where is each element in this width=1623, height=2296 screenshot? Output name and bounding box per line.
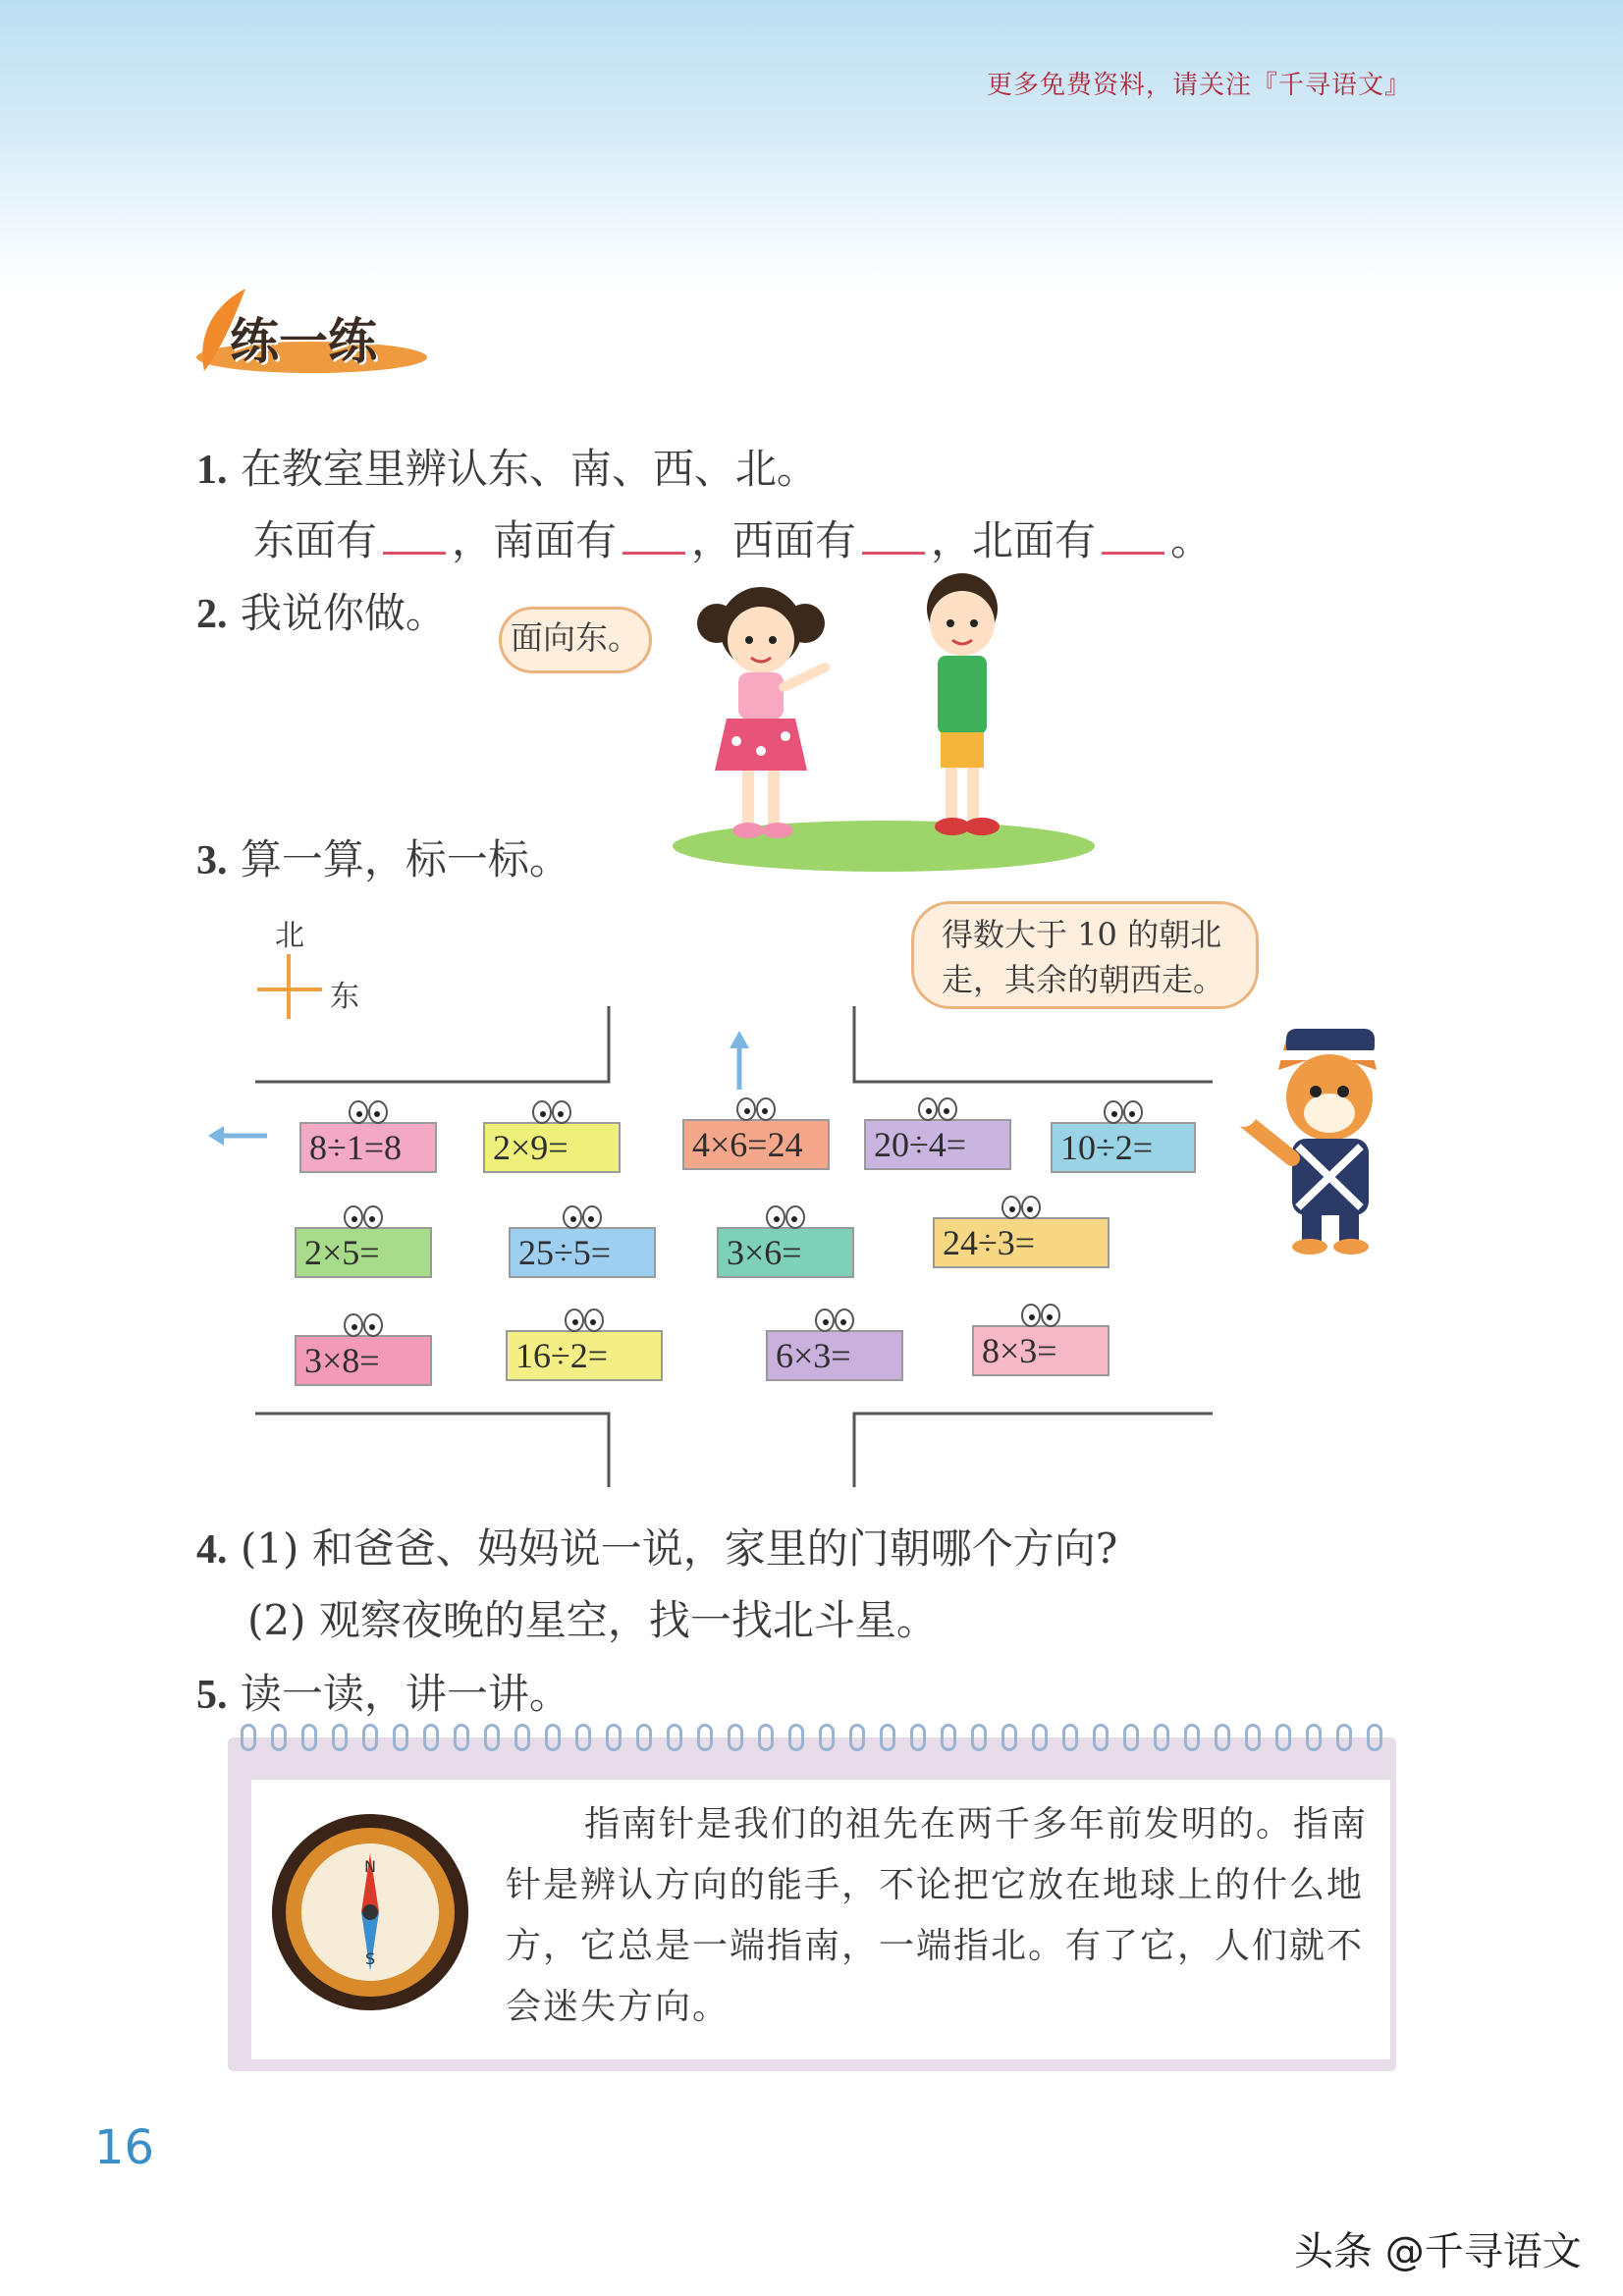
line-end: 。 bbox=[1170, 516, 1213, 564]
answer-blank-north[interactable] bbox=[1102, 520, 1164, 555]
card-eyes-icon bbox=[563, 1308, 606, 1332]
card-eyes-icon bbox=[1000, 1196, 1043, 1219]
spiral-ring-icon bbox=[1093, 1724, 1109, 1751]
spiral-ring-icon bbox=[271, 1724, 287, 1751]
west-label: ，西面有 bbox=[691, 516, 857, 564]
question-text: 我说你做。 bbox=[240, 589, 447, 637]
spiral-ring-icon bbox=[1062, 1724, 1078, 1751]
question-number: 3. bbox=[196, 838, 228, 883]
children-illustration bbox=[648, 569, 1100, 874]
expression-card: 8×3= bbox=[972, 1325, 1109, 1376]
spiral-ring-icon bbox=[1032, 1724, 1048, 1751]
compass-north-label: 北 bbox=[275, 919, 304, 953]
compass-n-label: N bbox=[364, 1857, 376, 1876]
compass-east-label: 东 bbox=[330, 980, 359, 1014]
expression-card: 3×6= bbox=[717, 1227, 854, 1278]
spiral-ring-icon bbox=[1184, 1724, 1200, 1751]
answer-blank-south[interactable] bbox=[622, 520, 685, 555]
west-arrow-icon bbox=[208, 1126, 224, 1146]
spiral-ring-icon bbox=[332, 1724, 348, 1751]
compass-icon bbox=[267, 1809, 473, 2015]
expression-card: 24÷3= bbox=[933, 1217, 1109, 1268]
question-4-part-1 bbox=[196, 1517, 1117, 1575]
question-4-part-2 bbox=[247, 1588, 938, 1647]
card-eyes-icon bbox=[734, 1097, 778, 1121]
boy-figure bbox=[927, 573, 1000, 835]
compass-s-label: S bbox=[365, 1949, 376, 1968]
spiral-ring-icon bbox=[758, 1724, 774, 1751]
question-3 bbox=[196, 828, 570, 886]
section-title-text: 练一练 bbox=[230, 313, 377, 370]
expression-card: 6×3= bbox=[766, 1330, 903, 1381]
expression-card: 2×5= bbox=[295, 1227, 432, 1278]
watermark: 头条 @千寻语文 bbox=[1294, 2229, 1582, 2274]
spiral-ring-icon bbox=[697, 1724, 713, 1751]
speech-bubble-cat bbox=[911, 901, 1259, 1009]
question-text: 算一算，标一标。 bbox=[240, 835, 570, 883]
card-eyes-icon bbox=[561, 1205, 604, 1229]
section-title bbox=[196, 285, 432, 393]
card-eyes-icon bbox=[1019, 1304, 1062, 1327]
reading-passage bbox=[506, 1794, 1370, 2038]
spiral-ring-icon bbox=[1306, 1724, 1322, 1751]
expression-card: 10÷2= bbox=[1051, 1122, 1196, 1173]
expression-card: 2×9= bbox=[483, 1122, 621, 1173]
reading-text: 指南针是我们的祖先在两千多年前发明的。指南针是辨认方向的能手，不论把它放在地球上的什么地方，它总是一端指南，一端指北。有了它，人们就不会迷失方向。 bbox=[506, 1804, 1369, 2027]
spiral-ring-icon bbox=[241, 1724, 256, 1751]
spiral-ring-icon bbox=[1215, 1724, 1230, 1751]
question-number: 2. bbox=[196, 592, 228, 637]
spiral-ring-icon bbox=[667, 1724, 682, 1751]
south-label: ，南面有 bbox=[452, 516, 618, 564]
card-eyes-icon bbox=[530, 1100, 573, 1124]
card-eyes-icon bbox=[1102, 1100, 1145, 1124]
spiral-ring-icon bbox=[575, 1724, 591, 1751]
girl-figure bbox=[697, 587, 825, 838]
spiral-ring-icon bbox=[545, 1724, 561, 1751]
answer-blank-east[interactable] bbox=[383, 520, 446, 555]
question-text: (1) 和爸爸、妈妈说一说，家里的门朝哪个方向? bbox=[240, 1524, 1118, 1573]
spiral-ring-icon bbox=[941, 1724, 956, 1751]
spiral-ring-icon bbox=[788, 1724, 804, 1751]
spiral-ring-icon bbox=[728, 1724, 743, 1751]
question-text: 读一读，讲一讲。 bbox=[240, 1670, 570, 1718]
bubble-line-2: 走，其余的朝西走。 bbox=[942, 961, 1225, 998]
speech-bubble-girl bbox=[499, 607, 652, 673]
spiral-ring-icon bbox=[1367, 1724, 1382, 1751]
card-eyes-icon bbox=[764, 1205, 807, 1229]
spiral-ring-icon bbox=[484, 1724, 500, 1751]
spiral-ring-icon bbox=[1275, 1724, 1291, 1751]
spiral-ring-icon bbox=[880, 1724, 895, 1751]
card-eyes-icon bbox=[347, 1100, 390, 1124]
spiral-ring-icon bbox=[606, 1724, 622, 1751]
question-number: 1. bbox=[196, 448, 228, 493]
spiral-ring-icon bbox=[362, 1724, 378, 1751]
spiral-ring-icon bbox=[1245, 1724, 1261, 1751]
expression-card: 25÷5= bbox=[509, 1227, 656, 1278]
page-number: 16 bbox=[94, 2120, 155, 2175]
answer-blank-west[interactable] bbox=[862, 520, 925, 555]
spiral-ring-icon bbox=[1336, 1724, 1352, 1751]
spiral-ring-icon bbox=[971, 1724, 987, 1751]
spiral-ring-icon bbox=[910, 1724, 926, 1751]
header-note: 更多免费资料，请关注『千寻语文』 bbox=[987, 71, 1412, 100]
bubble-text: 面向东。 bbox=[511, 618, 640, 657]
spiral-ring-icon bbox=[301, 1724, 317, 1751]
east-label: 东面有 bbox=[253, 516, 378, 564]
question-1-blanks bbox=[253, 508, 1212, 567]
spiral-ring-icon bbox=[423, 1724, 439, 1751]
spiral-ring-icon bbox=[819, 1724, 835, 1751]
spiral-ring-icon bbox=[1001, 1724, 1017, 1751]
card-eyes-icon bbox=[813, 1308, 856, 1332]
spiral-ring-icon bbox=[393, 1724, 408, 1751]
question-text: 在教室里辨认东、南、西、北。 bbox=[240, 445, 818, 493]
question-number: 5. bbox=[196, 1673, 228, 1718]
header-sky-background bbox=[0, 0, 1623, 294]
spiral-ring-icon bbox=[454, 1724, 469, 1751]
north-label: ，北面有 bbox=[931, 516, 1097, 564]
spiral-ring-icon bbox=[1123, 1724, 1139, 1751]
expression-card: 8÷1=8 bbox=[299, 1122, 437, 1173]
card-eyes-icon bbox=[342, 1205, 385, 1229]
spiral-ring-icon bbox=[1154, 1724, 1169, 1751]
question-text: (2) 观察夜晚的星空，找一找北斗星。 bbox=[247, 1596, 938, 1644]
question-1 bbox=[196, 437, 818, 496]
card-eyes-icon bbox=[342, 1313, 385, 1337]
card-eyes-icon bbox=[916, 1097, 959, 1121]
police-cat-illustration bbox=[1239, 1011, 1406, 1256]
expression-card: 3×8= bbox=[295, 1335, 432, 1386]
bubble-line-1: 得数大于 10 的朝北 bbox=[942, 916, 1222, 953]
expression-card: 16÷2= bbox=[506, 1330, 663, 1381]
question-number: 4. bbox=[196, 1527, 228, 1573]
question-5 bbox=[196, 1662, 570, 1721]
question-2 bbox=[196, 581, 447, 640]
spiral-ring-icon bbox=[636, 1724, 652, 1751]
north-arrow-icon bbox=[730, 1031, 749, 1048]
expression-card: 20÷4= bbox=[864, 1119, 1011, 1170]
expression-card: 4×6=24 bbox=[682, 1119, 830, 1170]
spiral-ring-icon bbox=[514, 1724, 530, 1751]
spiral-ring-icon bbox=[849, 1724, 865, 1751]
